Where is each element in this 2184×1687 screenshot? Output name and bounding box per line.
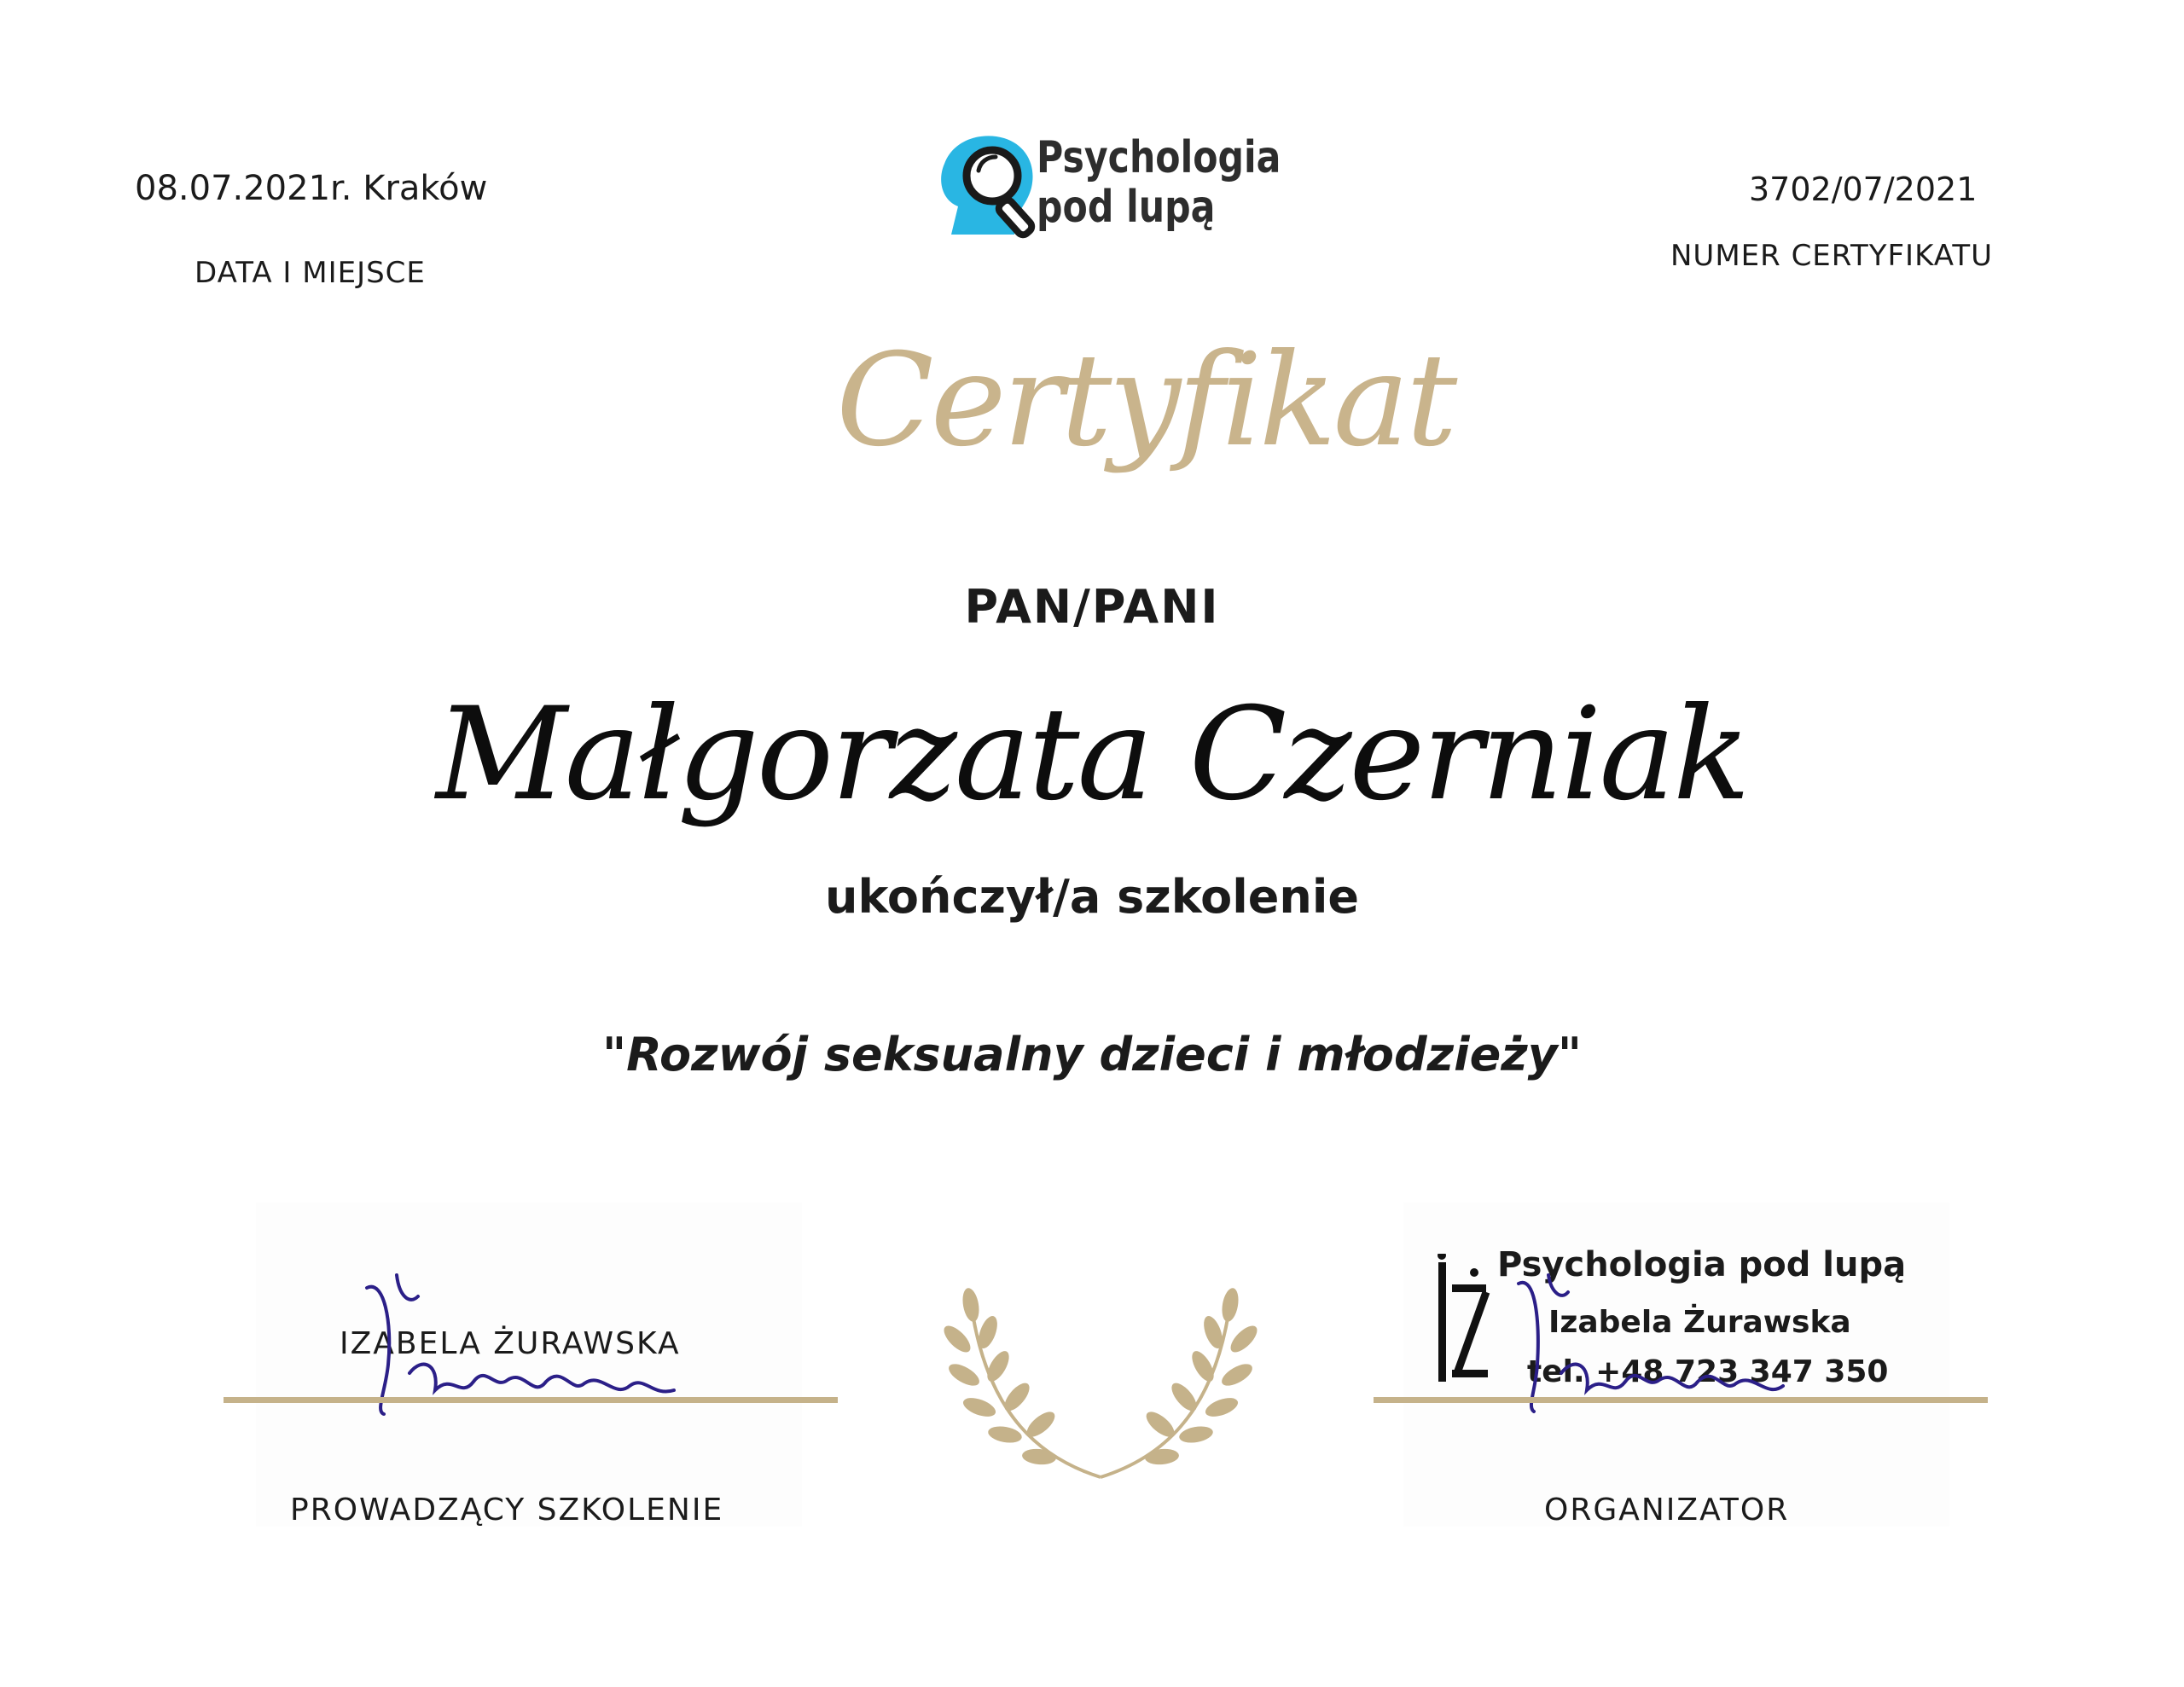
date-place-label: DATA I MIEJSCE	[195, 256, 426, 290]
head-magnifier-icon	[934, 128, 1045, 247]
stamp-monogram-icon	[1433, 1254, 1502, 1399]
stamp-line-1: Psychologia pod lupą	[1497, 1245, 1907, 1284]
logo	[934, 126, 1292, 254]
course-title: "Rozwój seksualny dzieci i młodzieży"	[602, 1028, 1582, 1081]
instructor-role: PROWADZĄCY SZKOLENIE	[290, 1493, 724, 1528]
certificate-title: Certyfikat	[836, 327, 1455, 475]
signature-line-left	[224, 1397, 838, 1403]
certificate-number-label: NUMER CERTYFIKATU	[1670, 239, 1994, 273]
signature-line-right	[1374, 1397, 1988, 1403]
logo-line-2: pod lupą	[1037, 182, 1216, 233]
certificate-number: 3702/07/2021	[1749, 171, 1978, 208]
date-place: 08.07.2021r. Kraków	[135, 169, 488, 208]
completed-text: ukończył/a szkolenie	[825, 870, 1359, 924]
laurel-wreath-icon	[938, 1279, 1263, 1484]
stamp-line-3: tel. +48 723 347 350	[1527, 1354, 1889, 1389]
stamp-line-2: Izabela Żurawska	[1548, 1305, 1851, 1340]
instructor-name: IZABELA ŻURAWSKA	[340, 1326, 681, 1361]
recipient-name: Małgorzata Czerniak	[436, 681, 1748, 829]
salutation: PAN/PANI	[964, 580, 1220, 634]
organizer-role: ORGANIZATOR	[1544, 1493, 1790, 1528]
logo-wordmark	[1037, 133, 1281, 232]
logo-line-1: Psychologia	[1037, 132, 1281, 183]
